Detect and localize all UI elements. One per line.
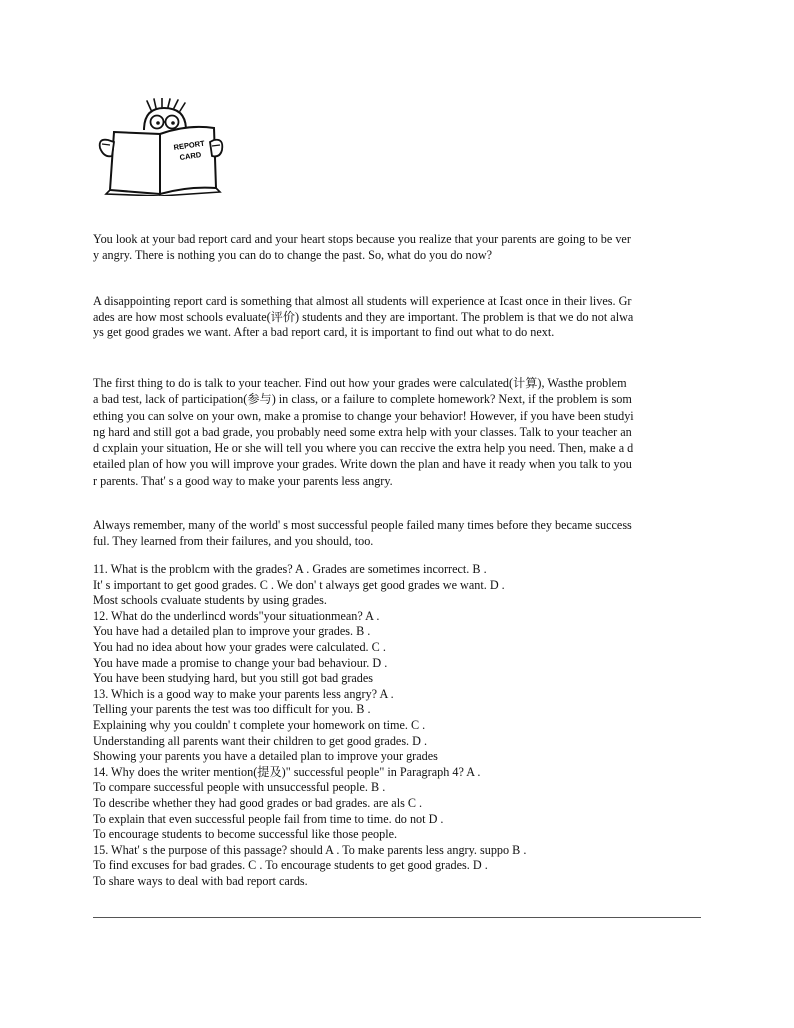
- question-line: To find excuses for bad grades. C . To encourage students to get good grades. D .: [93, 858, 488, 873]
- card-text-card: CARD: [179, 150, 202, 162]
- question-line: You have been studying hard, but you still got bad grades: [93, 671, 374, 686]
- question-line: To share ways to deal with bad report cards.: [93, 873, 308, 888]
- question-line: 15. What' s the purpose of this passage? should A . To make parents less angry. suppo B .: [93, 842, 527, 857]
- question-line: 14. Why does the writer mention(提及)" successful people" in Paragraph 4? A .: [93, 764, 481, 779]
- question-line: To describe whether they had good grades or bad grades. are als C .: [93, 795, 423, 810]
- paragraph-line: ful. They learned from their failures, and you should, too.: [93, 533, 374, 548]
- paragraph-line: y angry. There is nothing you can do to change the past. So, what do you do now?: [93, 247, 493, 262]
- paragraph-line: etailed plan of how you will improve your grades. Write down the plan and have it ready when you talk to you: [93, 457, 632, 472]
- question-line: Most schools cvaluate students by using grades.: [93, 593, 327, 608]
- question-line: 13. Which is a good way to make your parents less angry? A .: [93, 686, 394, 701]
- questions-section: [93, 562, 703, 889]
- paragraph-line: ng hard and still got a bad grade, you probably need some extra help with your classes. Talk to your teacher an: [93, 424, 632, 439]
- question-line: You have made a promise to change your bad behaviour. D .: [93, 655, 388, 670]
- question-line: Understanding all parents want their children to get good grades. D .: [93, 733, 428, 748]
- paragraph-4: [93, 518, 703, 549]
- paragraph-line: The first thing to do is talk to your teacher. Find out how your grades were calculated(计算), Wasthe problem: [93, 376, 627, 390]
- question-line: To explain that even successful people fail from time to time. do not D .: [93, 811, 444, 826]
- question-line: Telling your parents the test was too difficult for you. B .: [93, 702, 371, 717]
- footer-divider: [93, 917, 701, 918]
- question-line: You had no idea about how your grades were calculated. C .: [93, 639, 386, 654]
- question-line: 11. What is the problcm with the grades? A . Grades are sometimes incorrect. B .: [93, 562, 487, 576]
- paragraph-line: r parents. That' s a good way to make your parents less angry.: [93, 473, 393, 488]
- paragraph-1: [93, 232, 703, 263]
- question-line: Explaining why you couldn' t complete your homework on time. C .: [93, 717, 426, 732]
- question-line: It' s important to get good grades. C . We don' t always get good grades we want. D .: [93, 577, 505, 592]
- paragraph-line: ys get good grades we want. After a bad report card, it is important to find out what to do next.: [93, 325, 555, 340]
- question-line: 12. What do the underlincd words"your situationmean? A .: [93, 608, 380, 623]
- paragraph-line: Always remember, many of the world' s most successful people failed many times before they became success: [93, 518, 632, 532]
- report-card-illustration: [96, 98, 226, 196]
- paragraph-line: ades are how most schools evaluate(评价) students and they are important. The problem is that we do not alwa: [93, 309, 634, 324]
- paragraph-3: [93, 375, 703, 489]
- question-line: You have had a detailed plan to improve your grades. B .: [93, 624, 371, 639]
- question-line: Showing your parents you have a detailed plan to improve your grades: [93, 749, 438, 764]
- card-text-report: REPORT: [173, 138, 206, 152]
- question-line: To encourage students to become successful like those people.: [93, 827, 398, 842]
- paragraph-line: A disappointing report card is something that almost all students will experience at Icast once in their lives. Gr: [93, 294, 632, 308]
- paragraph-line: a bad test, lack of participation(参与) in class, or a failure to complete homework? Next, if the problem is som: [93, 392, 632, 407]
- paragraph-line: You look at your bad report card and your heart stops because you realize that your parents are going to be ver: [93, 232, 631, 246]
- question-line: To compare successful people with unsuccessful people. B .: [93, 780, 386, 795]
- paragraph-line: ething you can solve on your own, make a promise to change your behavior! However, if you have been studyi: [93, 408, 634, 423]
- paragraph-2: [93, 294, 703, 341]
- paragraph-line: d cxplain your situation, He or she will tell you where you can reccive the extra help you need. Then, make a d: [93, 441, 634, 456]
